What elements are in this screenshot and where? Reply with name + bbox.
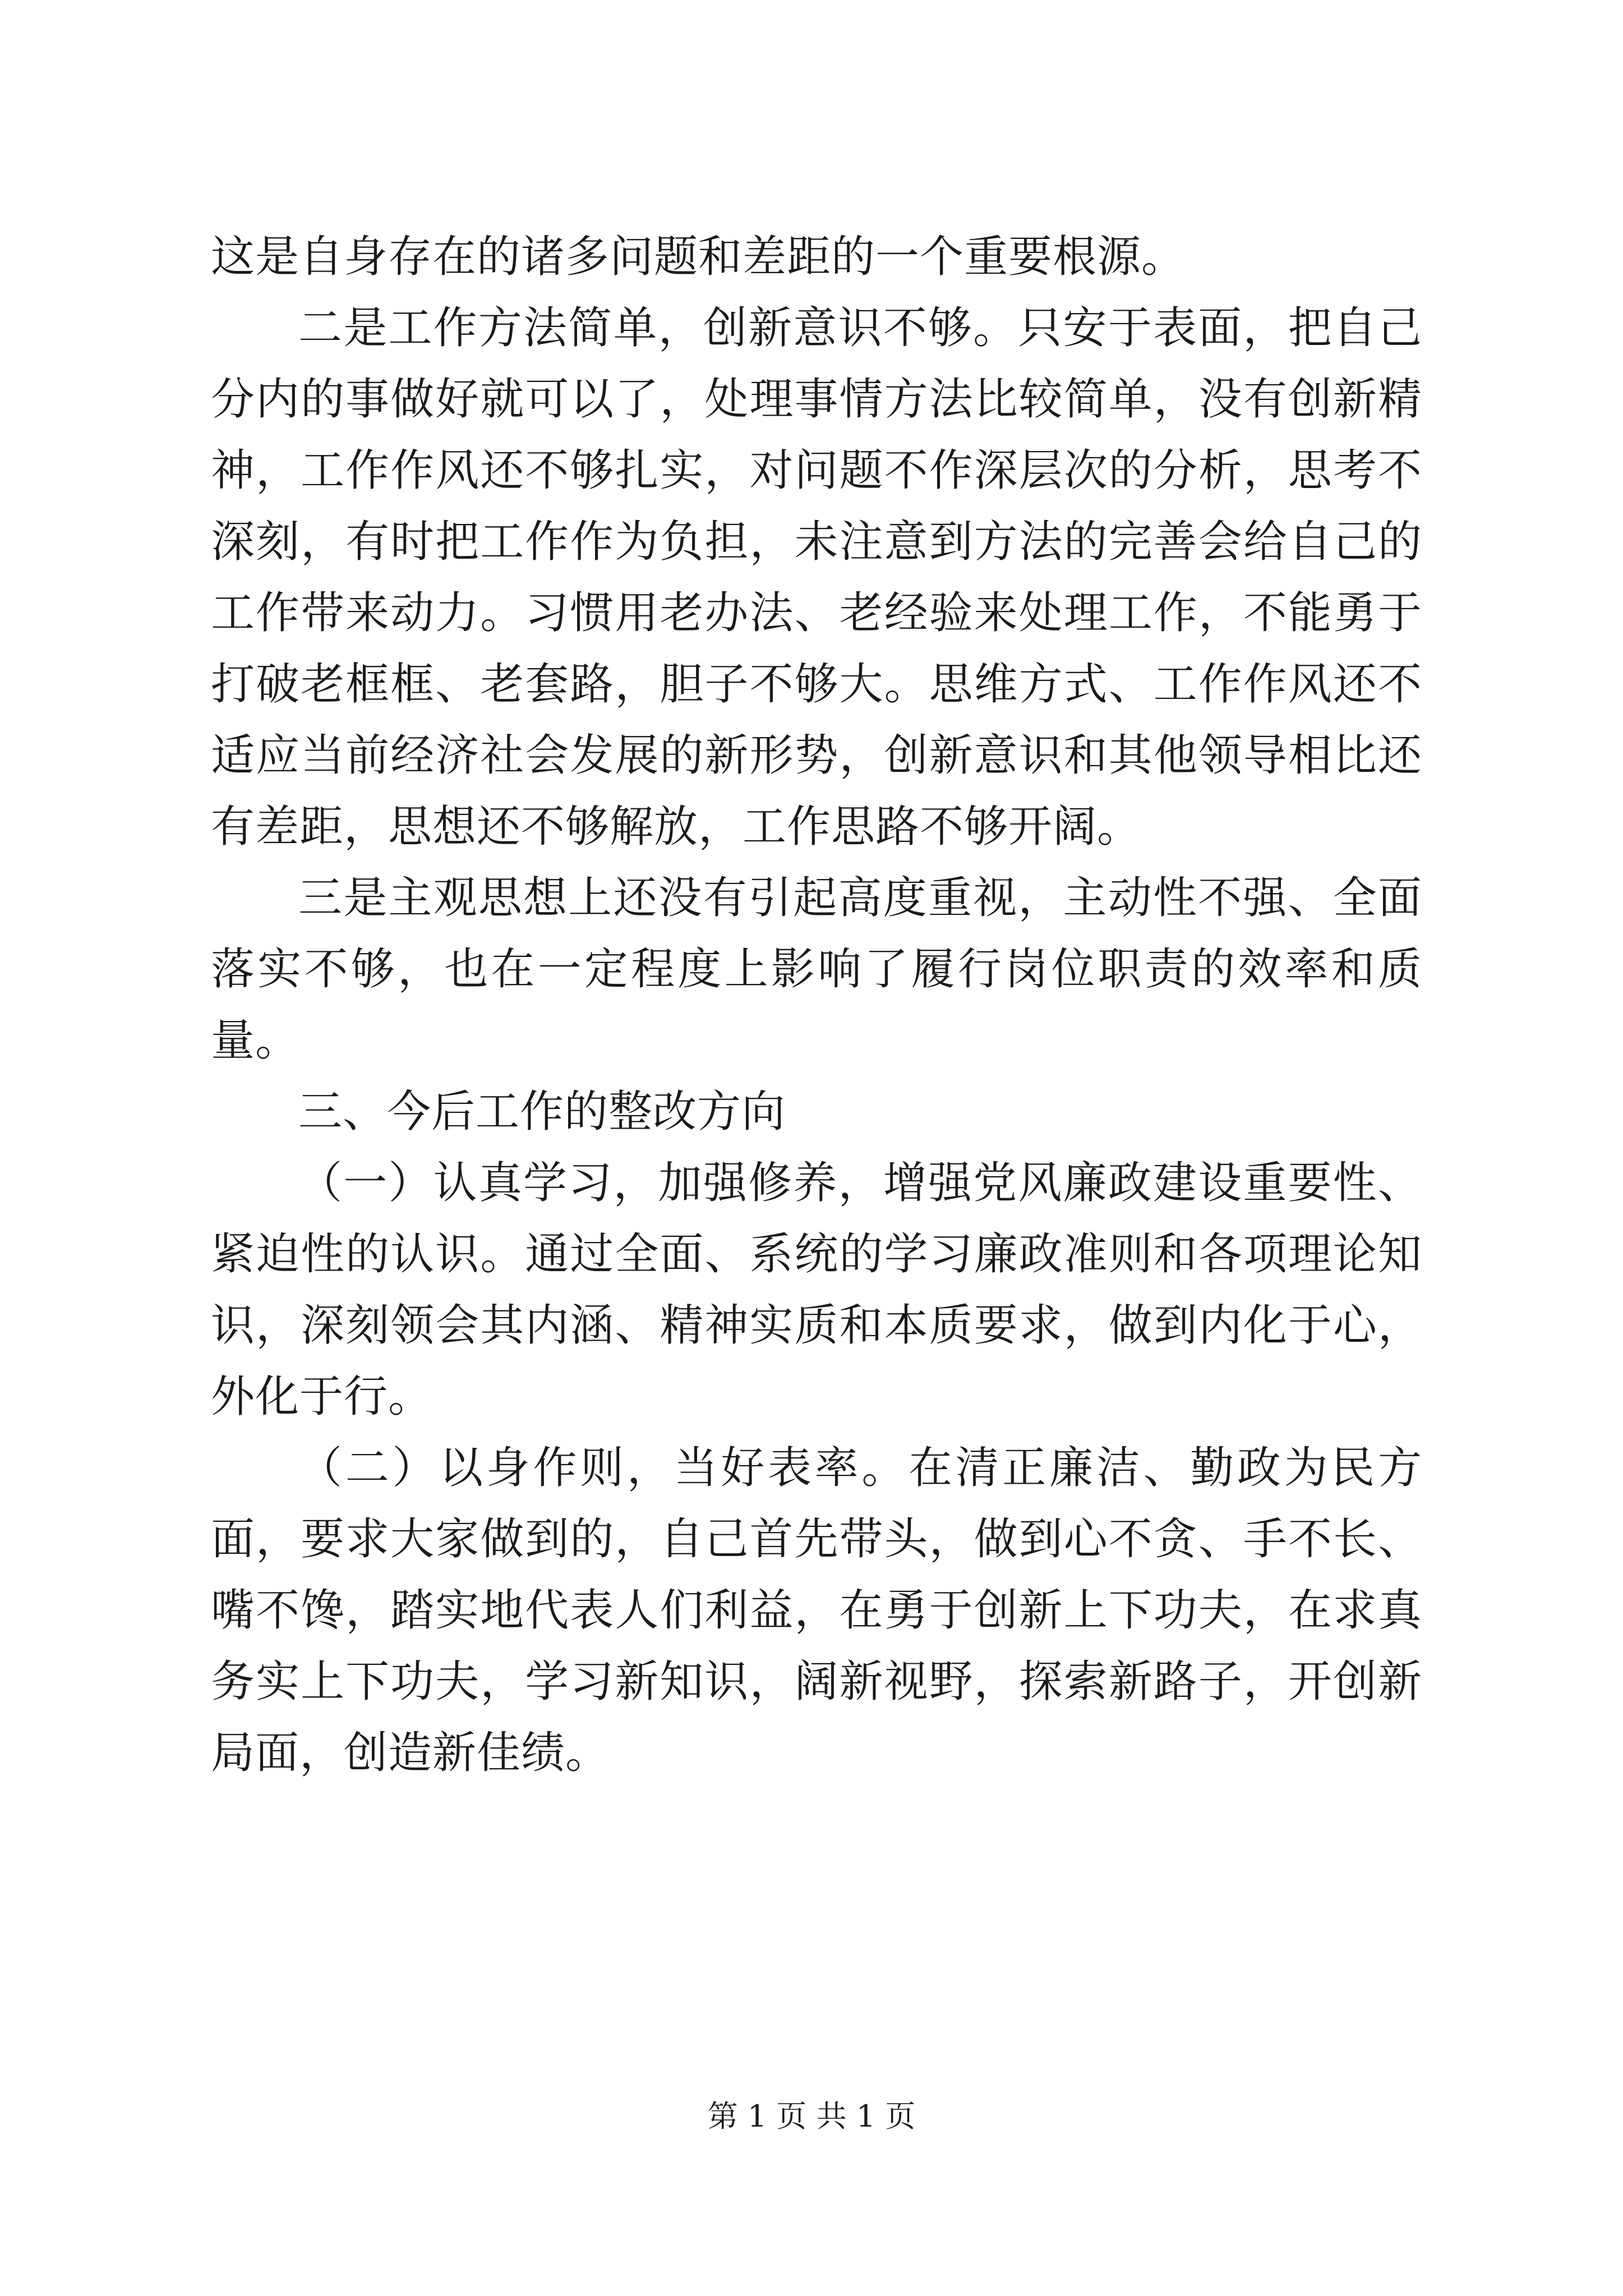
paragraph-4: （一）认真学习，加强修养，增强党风廉政建设重要性、紧迫性的认识。通过全面、系统的学习廉政准则和各项理论知识，深刻领会其内涵、精神实质和本质要求，做到内化于心，外化于行。 bbox=[211, 1158, 1422, 1422]
section-heading: 三、今后工作的整改方向 bbox=[298, 1087, 786, 1137]
paragraph-2: 二是工作方法简单，创新意识不够。只安于表面，把自己分内的事做好就可以了，处理事情方法比较简单，没有创新精神，工作作风还不够扎实，对问题不作深层次的分析，思考不深刻，有时把工作作为负担，未注意到方法的完善会给自己的工作带来动力。习惯用老办法、老经验来处理工作，不能勇于打破老框框、老套路，胆子不够大。思维方式、工作作风还不适应当前经济社会发展的新形势，创新意识和其他领导相比还有差距，思想还不够解放，工作思路不够开阔。 bbox=[211, 303, 1422, 852]
paragraph-3: 三是主观思想上还没有引起高度重视，主动性不强、全面落实不够，也在一定程度上影响了履行岗位职责的效率和质量。 bbox=[211, 873, 1422, 1066]
page-footer: 第 1 页 共 1 页 bbox=[707, 2099, 916, 2134]
document-body bbox=[211, 222, 1422, 1789]
paragraph-1: 这是自身存在的诸多问题和差距的一个重要根源。 bbox=[211, 232, 1186, 282]
paragraph-5: （二）以身作则，当好表率。在清正廉洁、勤政为民方面，要求大家做到的，自己首先带头，做到心不贪、手不长、嘴不馋，踏实地代表人们利益，在勇于创新上下功夫，在求真务实上下功夫，学习新知识，阔新视野，探索新路子，开创新局面，创造新佳绩。 bbox=[211, 1443, 1422, 1778]
